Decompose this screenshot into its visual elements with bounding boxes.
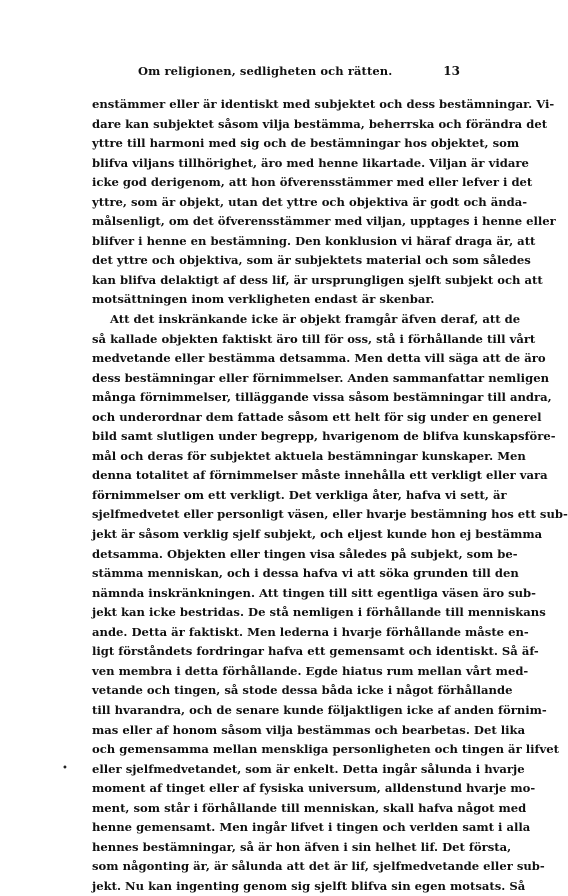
text-line: så kallade objekten faktiskt äro till för oss, stå i förhållande till vårt (92, 331, 536, 346)
text-line: sjelfmedvetet eller personligt väsen, eller hvarje bestämning hos ett sub- (92, 507, 568, 522)
text-line: ven membra i detta förhållande. Egde hiatus rum mellan vårt med- (92, 663, 529, 678)
text-line: till hvarandra, och de senare kunde följaktligen icke af anden förnim- (92, 702, 547, 717)
text-line: förnimmelser om ett verkligt. Det verkliga åter, hafva vi sett, är (92, 487, 507, 502)
text-line: henne gemensamt. Men ingår lifvet i tingen och verlden samt i alla (92, 820, 531, 835)
text-line: dare kan subjektet såsom vilja bestämma, beherrska och förändra det (92, 116, 548, 131)
text-line: ande. Detta är faktiskt. Men lederna i hvarje förhållande måste en- (92, 624, 529, 639)
text-line: målsenligt, om det öfverensstämmer med viljan, upptages i henne eller (92, 214, 556, 229)
text-line: mål och deras för subjektet aktuela bestämningar kunskaper. Men (92, 448, 526, 463)
text-line: denna totalitet af förnimmelser måste innehålla ett verkligt eller vara (92, 468, 548, 483)
page-number: 13 (443, 64, 460, 78)
text-line: kan blifva delaktigt af dess lif, är ursprungligen sjelft subjekt och att (92, 272, 543, 287)
text-line: blifver i henne en bestämning. Den konklusion vi häraf draga är, att (92, 233, 536, 248)
text-line: jekt är såsom verklig sjelf subjekt, och eljest kunde hon ej bestämma (92, 527, 543, 542)
text-line: jekt. Nu kan ingenting genom sig sjelft blifva sin egen motsats. Så (92, 878, 526, 893)
text-line: många förnimmelser, tilläggande vissa såsom bestämningar till andra, (92, 390, 552, 405)
text-line: dess bestämningar eller förnimmelser. Anden sammanfattar nemligen (92, 370, 549, 385)
text-line: bild samt slutligen under begrepp, hvarigenom de blifva kunskapsföre- (92, 429, 556, 444)
text-line: enstämmer eller är identiskt med subjektet och dess bestämningar. Vi- (92, 97, 555, 111)
text-line: ligt förståndets fordringar hafva ett gemensamt och identiskt. Så äf- (92, 644, 539, 659)
text-line: och gemensamma mellan menskliga personligheten och tingen är lifvet (92, 742, 559, 757)
text-line: som någonting är, är sålunda att det är lif, sjelfmedvetande eller sub- (92, 859, 545, 874)
text-line: moment af tinget eller af fysiska universum, alldenstund hvarje mo- (92, 781, 536, 796)
text-line: och underordnar dem fattade såsom ett helt för sig under en generel (92, 409, 542, 424)
text-line: jekt kan icke bestridas. De stå nemligen i förhållande till menniskans (92, 605, 546, 620)
text-line: medvetande eller bestämma detsamma. Men detta vill säga att de äro (92, 351, 546, 366)
margin-dot-mark: • (62, 763, 68, 774)
text-line: det yttre och objektiva, som är subjektets material och som således (92, 253, 531, 268)
page-header (92, 64, 460, 84)
text-line: ment, som står i förhållande till menniskan, skall hafva något med (92, 800, 527, 815)
text-line: detsamma. Objekten eller tingen visa således på subjekt, som be- (92, 546, 518, 561)
text-line: yttre till harmoni med sig och de bestämningar hos objektet, som (92, 136, 520, 151)
text-line: mas eller af honom såsom vilja bestämmas och bearbetas. Det lika (92, 722, 526, 737)
body-text (92, 95, 568, 896)
text-line: eller sjelfmedvetandet, som är enkelt. Detta ingår sålunda i hvarje (92, 761, 525, 776)
text-line: nämnda inskränkningen. Att tingen till sitt egentliga väsen äro sub- (92, 585, 536, 600)
running-title: Om religionen, sedligheten och rätten. (138, 64, 393, 78)
text-line: blifva viljans tillhörighet, äro med henne likartade. Viljan är vidare (92, 155, 529, 170)
text-line: hennes bestämningar, så är hon äfven i sin helhet lif. Det första, (92, 839, 512, 854)
text-line: vetande och tingen, så stode dessa båda icke i något förhållande (92, 683, 513, 698)
text-line: stämma menniskan, och i dessa hafva vi att söka grunden till den (92, 566, 519, 581)
paragraph-end-line: motsättningen inom verkligheten endast är skenbar. (92, 292, 435, 307)
text-line: icke god derigenom, att hon öfverensstämmer med eller lefver i det (92, 175, 533, 190)
text-line: yttre, som är objekt, utan det yttre och objektiva är godt och ända- (92, 194, 528, 209)
paragraph-first-line: Att det inskränkande icke är objekt framgår äfven deraf, att de (110, 312, 521, 327)
